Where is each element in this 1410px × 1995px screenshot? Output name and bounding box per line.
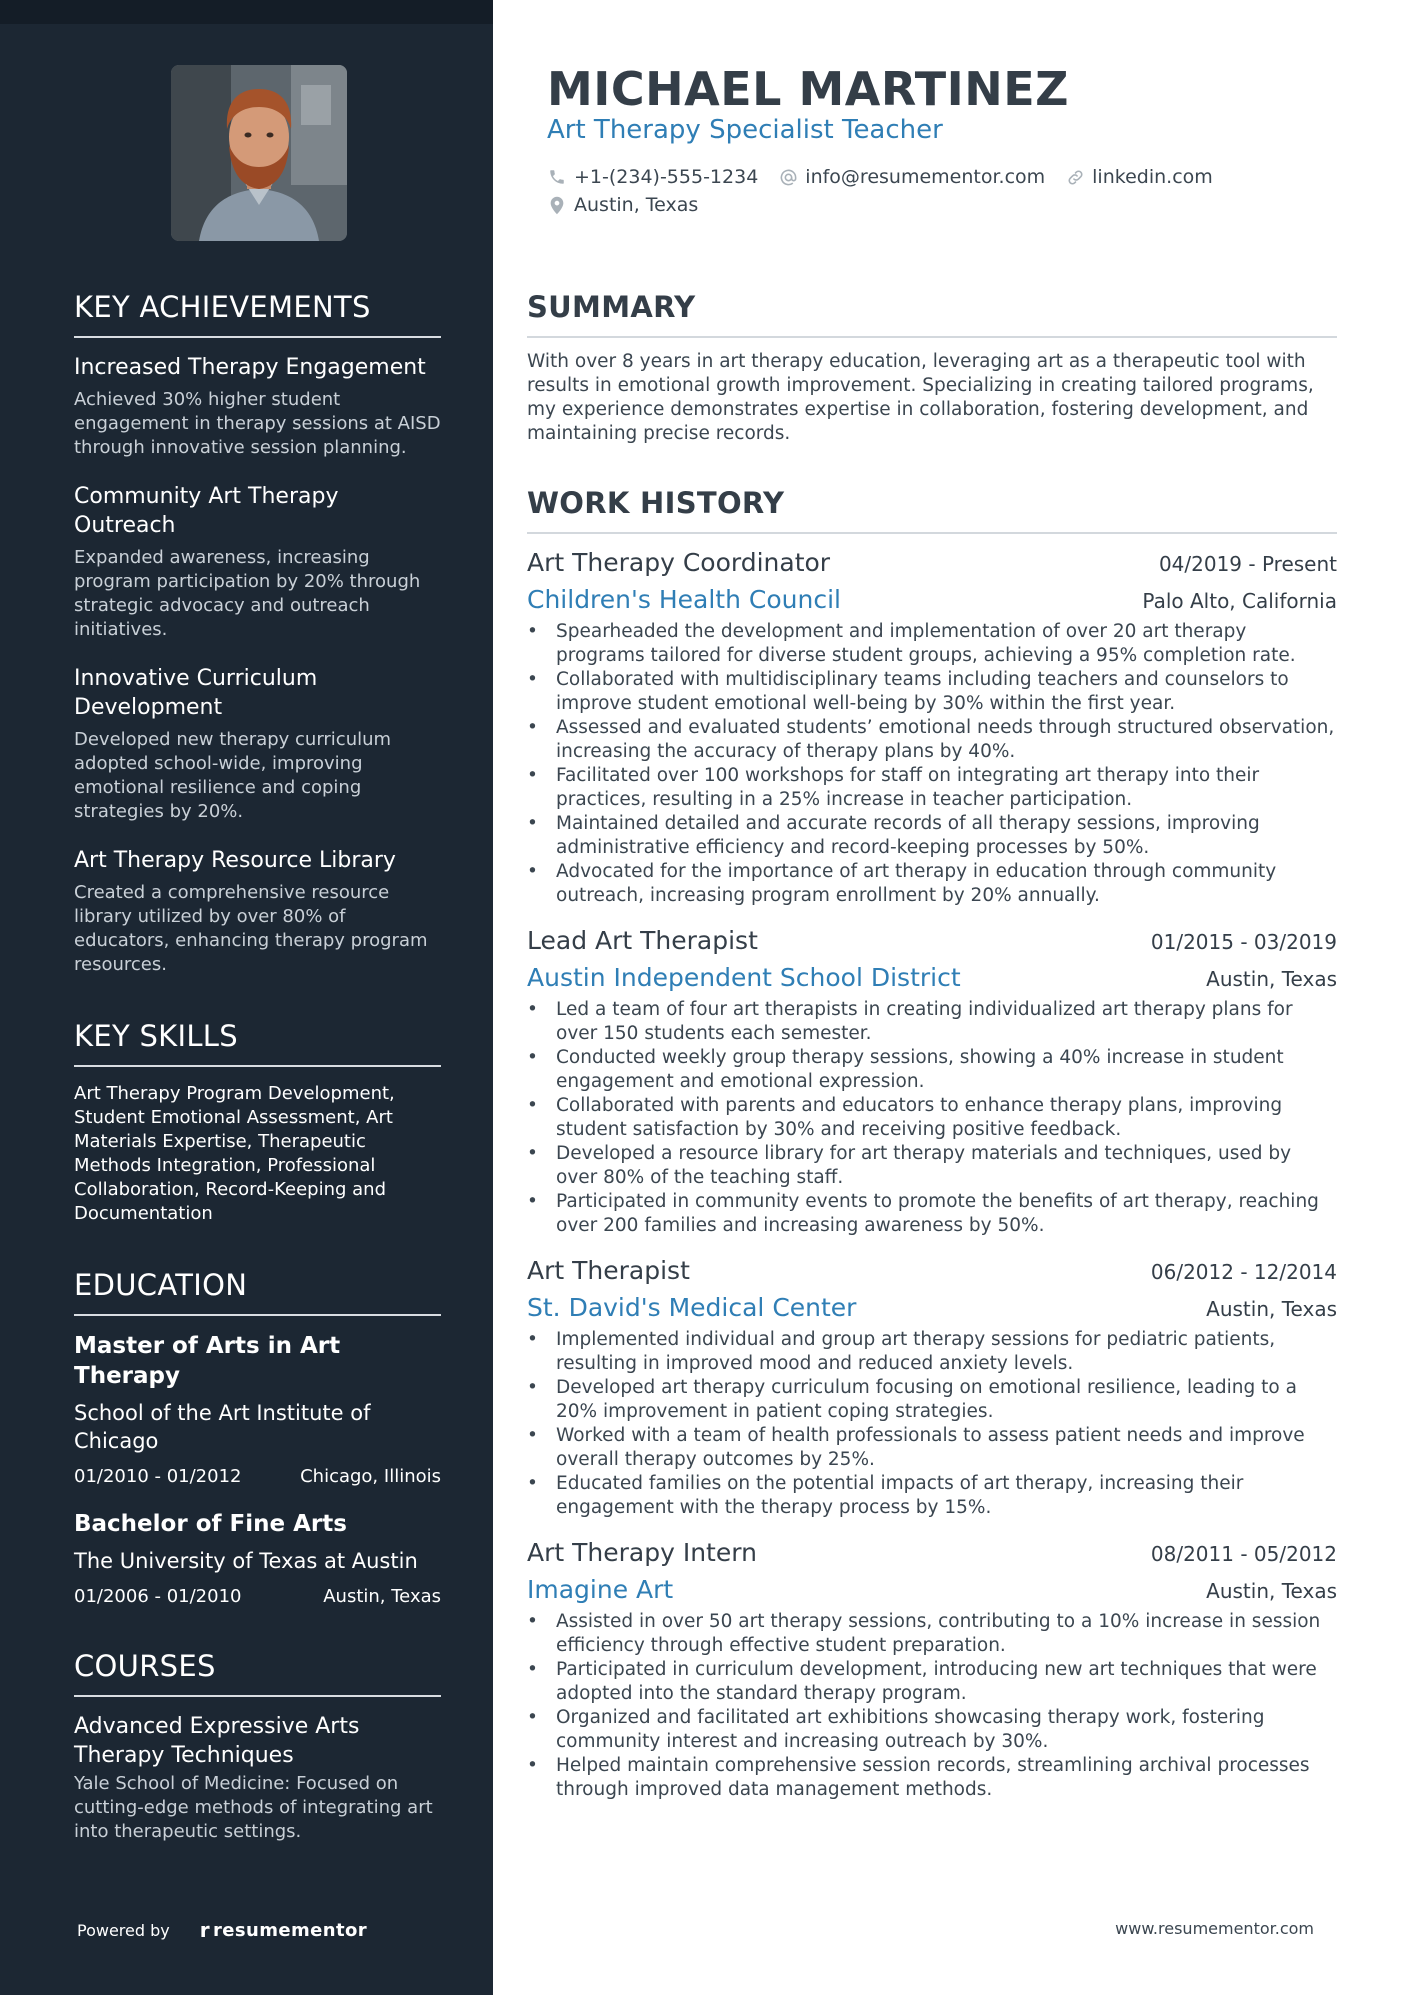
job-header bbox=[527, 546, 1337, 580]
job-bullet: • Educated families on the potential impacts of art therapy, increasing their engagement with the therapy process by 15%. bbox=[527, 1472, 1337, 1520]
job-bullet: • Developed a resource library for art therapy materials and techniques, used by over 80% of the teaching staff. bbox=[527, 1142, 1337, 1190]
achievement-item bbox=[74, 353, 441, 460]
job-company: Imagine Art bbox=[527, 1575, 674, 1604]
education-degree: Bachelor of Fine Arts bbox=[74, 1511, 347, 1537]
job-dates: 01/2015 - 03/2019 bbox=[1150, 930, 1337, 954]
key-skills-heading: KEY SKILLS bbox=[74, 1019, 441, 1067]
job-dates: 04/2019 - Present bbox=[1158, 552, 1337, 576]
education-dates: 01/2010 - 01/2012 bbox=[74, 1466, 242, 1487]
key-skills-section bbox=[74, 1019, 441, 1226]
job-bullet: • Collaborated with multidisciplinary teams including teachers and counselors to improve student emotional well-being by 30% within the first year. bbox=[527, 668, 1337, 716]
job-company: Austin Independent School District bbox=[527, 963, 961, 992]
job-location: Palo Alto, California bbox=[1142, 589, 1337, 613]
job-bullet: • Collaborated with parents and educators to enhance therapy plans, improving student satisfaction by 30% and receiving positive feedback. bbox=[527, 1094, 1337, 1142]
job-bullet: • Assessed and evaluated students’ emotional needs through structured observation, increasing the accuracy of therapy plans by 40%. bbox=[527, 716, 1337, 764]
profile-photo bbox=[171, 65, 347, 241]
resumementor-logo[interactable] bbox=[200, 1918, 367, 1942]
education-meta bbox=[74, 1585, 441, 1609]
summary-heading: SUMMARY bbox=[527, 290, 1337, 338]
job-role: Lead Art Therapist bbox=[527, 926, 758, 955]
linkedin-text: linkedin.com bbox=[1092, 166, 1213, 188]
education-meta bbox=[74, 1465, 441, 1489]
achievement-item bbox=[74, 664, 441, 824]
education-location: Chicago, Illinois bbox=[300, 1466, 441, 1487]
work-history-section bbox=[527, 486, 1337, 1802]
job-dates: 08/2011 - 05/2012 bbox=[1150, 1542, 1337, 1566]
contact-linkedin[interactable] bbox=[1065, 166, 1213, 188]
education-section bbox=[74, 1268, 441, 1609]
courses-section bbox=[74, 1649, 441, 1844]
candidate-title: Art Therapy Specialist Teacher bbox=[547, 115, 943, 145]
job-entry bbox=[527, 1536, 1337, 1802]
sidebar-content bbox=[74, 290, 441, 1844]
work-history-heading: WORK HISTORY bbox=[527, 486, 1337, 534]
contact-row bbox=[547, 191, 1233, 219]
achievement-description: Developed new therapy curriculum adopted school-wide, improving emotional resilience and coping strategies by 20%. bbox=[74, 729, 392, 822]
job-subheader bbox=[527, 1574, 1337, 1606]
job-bullet: • Participated in curriculum development, introducing new art techniques that were adopted into the standard therapy program. bbox=[527, 1658, 1337, 1706]
footer-url[interactable]: www.resumementor.com bbox=[1115, 1919, 1314, 1938]
education-heading: EDUCATION bbox=[74, 1268, 441, 1316]
course-description: Yale School of Medicine: Focused on cutting-edge methods of integrating art into therapeutic settings. bbox=[74, 1773, 433, 1842]
powered-by bbox=[77, 1918, 367, 1942]
achievement-title: Increased Therapy Engagement bbox=[74, 355, 426, 380]
job-bullet: • Organized and facilitated art exhibitions showcasing therapy work, fostering community interest and increasing outreach by 30%. bbox=[527, 1706, 1337, 1754]
job-entry bbox=[527, 924, 1337, 1238]
job-bullets bbox=[527, 1328, 1337, 1520]
course-title: Advanced Expressive Arts Therapy Techniques bbox=[74, 1714, 360, 1768]
job-entry bbox=[527, 1254, 1337, 1520]
job-subheader bbox=[527, 584, 1337, 616]
sidebar bbox=[0, 0, 493, 1995]
course-item bbox=[74, 1712, 441, 1844]
achievement-description: Expanded awareness, increasing program participation by 20% through strategic advocacy and outreach initiatives. bbox=[74, 547, 421, 640]
summary-section bbox=[527, 290, 1337, 446]
contact-info bbox=[547, 163, 1233, 219]
achievement-description: Created a comprehensive resource library utilized by over 80% of educators, enhancing therapy program resources. bbox=[74, 882, 428, 975]
education-dates: 01/2006 - 01/2010 bbox=[74, 1586, 242, 1607]
education-item bbox=[74, 1331, 441, 1489]
achievement-title: Art Therapy Resource Library bbox=[74, 848, 396, 873]
candidate-name: MICHAEL MARTINEZ bbox=[547, 62, 1069, 116]
achievement-item bbox=[74, 846, 441, 977]
job-bullet: • Advocated for the importance of art therapy in education through community outreach, increasing program enrollment by 20% annually. bbox=[527, 860, 1337, 908]
contact-row bbox=[547, 163, 1233, 191]
job-bullet: • Led a team of four art therapists in creating individualized art therapy plans for over 150 students each semester. bbox=[527, 998, 1337, 1046]
achievement-description: Achieved 30% higher student engagement in therapy sessions at AISD through innovative session planning. bbox=[74, 389, 441, 458]
education-school: The University of Texas at Austin bbox=[74, 1549, 418, 1573]
powered-by-label: Powered by bbox=[77, 1920, 170, 1940]
job-header bbox=[527, 924, 1337, 958]
job-entry bbox=[527, 546, 1337, 908]
job-bullet: • Participated in community events to promote the benefits of art therapy, reaching over 200 families and increasing awareness by 50%. bbox=[527, 1190, 1337, 1238]
key-achievements-section bbox=[74, 290, 441, 977]
job-bullet: • Spearheaded the development and implementation of over 20 art therapy programs tailored for diverse student groups, achieving a 95% completion rate. bbox=[527, 620, 1337, 668]
skills-list: Art Therapy Program Development, Student Emotional Assessment, Art Materials Expertise, Therapeutic Methods Integration, Professional Collaboration, Record-Keeping and Documentation bbox=[74, 1083, 395, 1224]
education-location: Austin, Texas bbox=[323, 1586, 441, 1607]
education-item bbox=[74, 1509, 441, 1609]
education-degree: Master of Arts in Art Therapy bbox=[74, 1333, 341, 1389]
location-text: Austin, Texas bbox=[574, 194, 699, 216]
brand-mark: r bbox=[199, 1918, 210, 1942]
job-location: Austin, Texas bbox=[1206, 967, 1337, 991]
job-company: Children's Health Council bbox=[527, 585, 841, 614]
email-text: info@resumementor.com bbox=[805, 166, 1046, 188]
job-role: Art Therapist bbox=[527, 1256, 690, 1285]
job-bullet: • Helped maintain comprehensive session records, streamlining archival processes through improved data management methods. bbox=[527, 1754, 1337, 1802]
job-bullet: • Facilitated over 100 workshops for staff on integrating art therapy into their practices, resulting in a 25% increase in teacher participation. bbox=[527, 764, 1337, 812]
link-icon bbox=[1065, 167, 1085, 187]
at-icon bbox=[778, 167, 798, 187]
sidebar-top-bar bbox=[0, 0, 493, 24]
phone-icon bbox=[547, 167, 567, 187]
job-bullet: • Developed art therapy curriculum focusing on emotional resilience, leading to a 20% improvement in patient coping strategies. bbox=[527, 1376, 1337, 1424]
job-bullets bbox=[527, 998, 1337, 1238]
contact-location bbox=[547, 194, 698, 216]
job-bullet: • Maintained detailed and accurate records of all therapy sessions, improving administrative efficiency and record-keeping processes by 50%. bbox=[527, 812, 1337, 860]
education-school: School of the Art Institute of Chicago bbox=[74, 1401, 371, 1453]
summary-text: With over 8 years in art therapy education, leveraging art as a therapeutic tool with results in emotional growth improvement. Specializing in creating tailored programs, my experience demonstrates expertise in collaboration, fostering development, and maintaining precise records. bbox=[527, 351, 1314, 444]
achievement-item bbox=[74, 482, 441, 642]
job-bullets bbox=[527, 1610, 1337, 1802]
achievement-title: Innovative Curriculum Development bbox=[74, 666, 318, 720]
job-bullet: • Implemented individual and group art therapy sessions for pediatric patients, resulting in improved mood and reduced anxiety levels. bbox=[527, 1328, 1337, 1376]
job-location: Austin, Texas bbox=[1206, 1579, 1337, 1603]
job-location: Austin, Texas bbox=[1206, 1297, 1337, 1321]
contact-phone[interactable] bbox=[547, 166, 758, 188]
job-role: Art Therapy Coordinator bbox=[527, 548, 831, 577]
key-achievements-heading: KEY ACHIEVEMENTS bbox=[74, 290, 441, 338]
job-header bbox=[527, 1536, 1337, 1570]
job-header bbox=[527, 1254, 1337, 1288]
brand-name: resumementor bbox=[213, 1919, 368, 1941]
courses-heading: COURSES bbox=[74, 1649, 441, 1697]
job-dates: 06/2012 - 12/2014 bbox=[1150, 1260, 1337, 1284]
contact-email[interactable] bbox=[778, 166, 1045, 188]
job-bullet: • Assisted in over 50 art therapy sessions, contributing to a 10% increase in session efficiency through effective student preparation. bbox=[527, 1610, 1337, 1658]
achievement-title: Community Art Therapy Outreach bbox=[74, 484, 339, 538]
job-company: St. David's Medical Center bbox=[527, 1293, 857, 1322]
job-role: Art Therapy Intern bbox=[527, 1538, 757, 1567]
job-bullet: • Conducted weekly group therapy sessions, showing a 40% increase in student engagement and emotional expression. bbox=[527, 1046, 1337, 1094]
job-subheader bbox=[527, 962, 1337, 994]
job-bullet: • Worked with a team of health professionals to assess patient needs and improve overall therapy outcomes by 25%. bbox=[527, 1424, 1337, 1472]
phone-text: +1-(234)-555-1234 bbox=[574, 166, 759, 188]
job-bullets bbox=[527, 620, 1337, 908]
main-body bbox=[527, 290, 1337, 1818]
job-subheader bbox=[527, 1292, 1337, 1324]
map-pin-icon bbox=[547, 195, 567, 215]
